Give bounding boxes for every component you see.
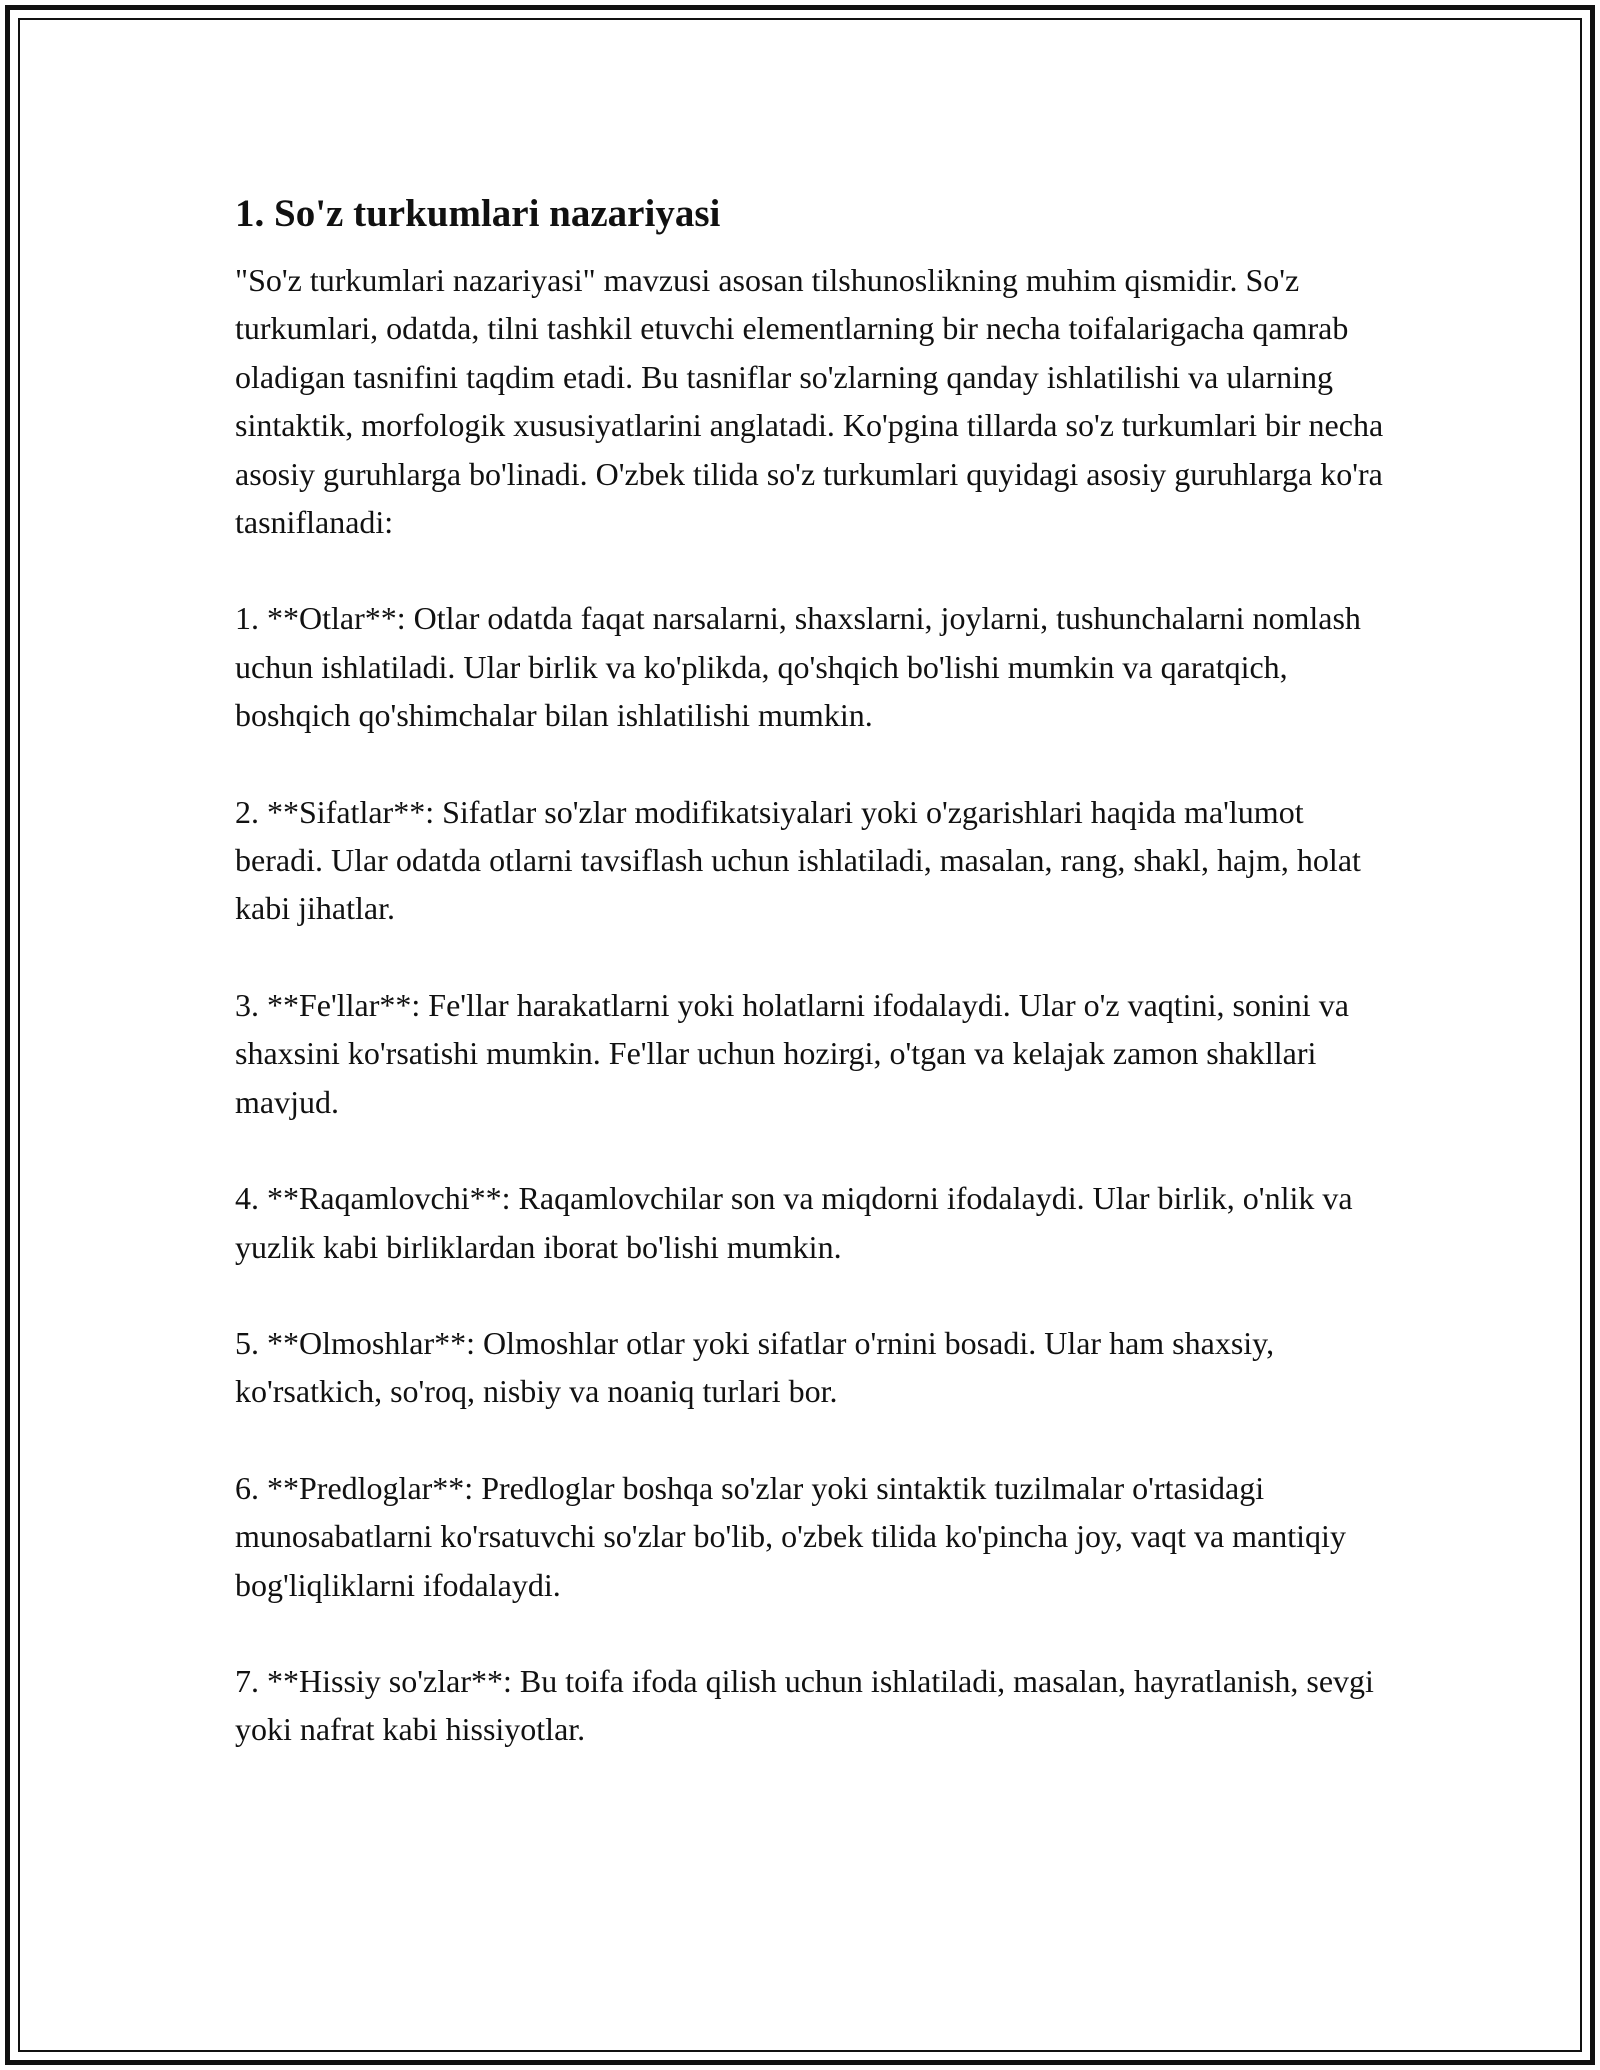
list-item-fellar: 3. **Fe'llar**: Fe'llar harakatlarni yoki holatlarni ifodalaydi. Ular o'z vaqtini, sonini va shaxsini ko'rsatishi mumkin. Fe'llar uchun hozirgi, o'tgan va kelajak zamon shakllari mavjud. [235, 986, 1349, 1120]
intro-paragraph: "So'z turkumlari nazariyasi" mavzusi asosan tilshunoslikning muhim qismidir. So'z turkumlari, odatda, tilni tashkil etuvchi elementlarning bir necha toifalarigacha qamrab oladigan tasnifini taqdim etadi. Bu tasniflar so'zlarning qanday ishlatilishi va ularning sintaktik, morfologik xususiyatlarini anglatadi. Ko'pgina tillarda so'z turkumlari bir necha asosiy guruhlarga bo'linadi. O'zbek tilida so'z turkumlari quyidagi asosiy guruhlarga ko'ra tasniflanadi: [235, 262, 1384, 541]
word-class-list [235, 594, 1390, 1753]
document-body [235, 185, 1390, 1802]
document-title: 1. So'z turkumlari nazariyasi [235, 192, 721, 235]
list-item-raqamlovchi: 4. **Raqamlovchi**: Raqamlovchilar son va miqdorni ifodalaydi. Ular birlik, o'nlik va yuzlik kabi birliklardan iborat bo'lishi mumkin. [235, 1180, 1353, 1265]
list-item-hissiy-sozlar: 7. **Hissiy so'zlar**: Bu toifa ifoda qilish uchun ishlatiladi, masalan, hayratlanish, sevgi yoki nafrat kabi hissiyotlar. [235, 1662, 1374, 1748]
list-item-predloglar: 6. **Predloglar**: Predloglar boshqa so'zlar yoki sintaktik tuzilmalar o'rtasidagi munosabatlarni ko'rsatuvchi so'zlar bo'lib, o'zbek tilida ko'pincha joy, vaqt va mantiqiy bog'liqliklarni ifodalaydi. [235, 1469, 1346, 1603]
list-item-sifatlar: 2. **Sifatlar**: Sifatlar so'zlar modifikatsiyalari yoki o'zgarishlari haqida ma'lumot beradi. Ular odatda otlarni tavsiflash uchun ishlatiladi, masalan, rang, shakl, hajm, holat kabi jihatlar. [235, 793, 1361, 927]
list-item-otlar: 1. **Otlar**: Otlar odatda faqat narsalarni, shaxslarni, joylarni, tushunchalarni nomlash uchun ishlatiladi. Ular birlik va ko'plikda, qo'shqich bo'lishi mumkin va qaratqich, boshqich qo'shimchalar bilan ishlatilishi mumkin. [235, 600, 1361, 734]
list-item-olmoshlar: 5. **Olmoshlar**: Olmoshlar otlar yoki sifatlar o'rnini bosadi. Ular ham shaxsiy, ko'rsatkich, so'roq, nisbiy va noaniq turlari bor. [235, 1324, 1275, 1410]
